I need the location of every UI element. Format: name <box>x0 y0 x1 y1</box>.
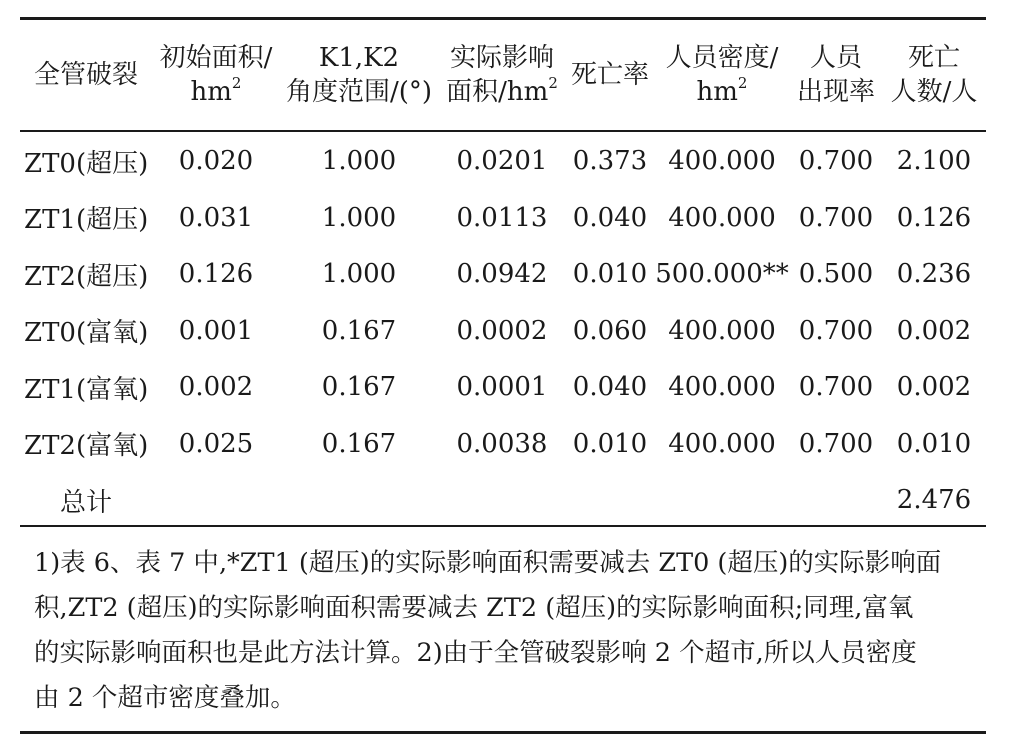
total-label: 总计 <box>60 487 113 518</box>
table-cell: 400.000 <box>668 428 776 459</box>
bottom-rule <box>20 731 986 734</box>
table-cell: 400.000 <box>668 202 776 233</box>
table-cell: 0.700 <box>798 146 874 177</box>
table-cell: 500.000** <box>655 259 789 290</box>
table-cell: 400.000 <box>668 315 776 346</box>
header-rule <box>20 130 986 132</box>
table-cell: 0.500 <box>798 259 874 290</box>
total-row <box>20 472 986 529</box>
header-cell-presence: 人员 出现率 <box>796 43 875 107</box>
table-cell: 0.700 <box>798 202 874 233</box>
table-footnote <box>34 541 984 721</box>
table-cell: 0.0038 <box>456 428 548 459</box>
empty-cell <box>566 472 654 529</box>
total-value: 2.476 <box>896 485 972 516</box>
table-cell: 0.0942 <box>456 259 548 290</box>
header-cell-mortality: 死亡率 <box>570 60 649 90</box>
table-cell: 0.002 <box>896 372 972 403</box>
table-cell: 1.000 <box>321 259 397 290</box>
footnote-line: 由 2 个超市密度叠加。 <box>34 683 296 713</box>
table-header <box>20 22 986 128</box>
header-cell-deaths: 死亡 人数/人 <box>890 43 978 107</box>
body-rule <box>20 525 986 527</box>
table-cell: 0.031 <box>178 202 254 233</box>
table-cell: 0.167 <box>321 372 397 403</box>
header-cell-type: 全管破裂 <box>33 60 138 90</box>
table-cell: 0.002 <box>896 315 972 346</box>
table-cell: 2.100 <box>896 146 972 177</box>
table-row <box>20 359 986 416</box>
table-cell: 0.010 <box>572 428 648 459</box>
table-cell: 0.020 <box>178 146 254 177</box>
table-row <box>20 246 986 303</box>
table-cell: 1.000 <box>321 202 397 233</box>
empty-cell <box>790 472 882 529</box>
table-cell: 0.700 <box>798 428 874 459</box>
header-cell-density: 人员密度/ $hm^2$ <box>665 43 779 107</box>
empty-cell <box>152 472 280 529</box>
table-row <box>20 133 986 190</box>
footnote-line: 1)表 6、表 7 中,*ZT1 (超压)的实际影响面积需要减去 ZT0 (超压)的实际影响面 <box>34 548 942 578</box>
table-cell: 0.040 <box>572 202 648 233</box>
row-label-cell: ZT2(富氧) <box>24 431 149 462</box>
table-cell: 0.0201 <box>456 146 548 177</box>
table-cell: 0.700 <box>798 315 874 346</box>
table-cell: 0.025 <box>178 428 254 459</box>
header-cell-initial-area: 初始面积/ $hm^2$ <box>159 43 273 107</box>
table-body <box>20 133 986 529</box>
row-label-cell: ZT2(超压) <box>24 261 149 292</box>
row-label-cell: ZT0(超压) <box>24 148 149 179</box>
table-cell: 0.040 <box>572 372 648 403</box>
table-cell: 1.000 <box>321 146 397 177</box>
table-cell: 0.126 <box>896 202 972 233</box>
empty-cell <box>438 472 566 529</box>
table-cell: 0.373 <box>572 146 648 177</box>
table-cell: 0.167 <box>321 315 397 346</box>
header-cell-actual-area: 实际影响 面积$/hm^2$ <box>446 43 558 107</box>
table-cell: 0.236 <box>896 259 972 290</box>
table-row <box>20 303 986 360</box>
table-cell: 0.010 <box>572 259 648 290</box>
empty-cell <box>280 472 438 529</box>
table-cell: 0.010 <box>896 428 972 459</box>
row-label-cell: ZT0(富氧) <box>24 318 149 349</box>
row-label-cell: ZT1(超压) <box>24 205 149 236</box>
table-cell: 400.000 <box>668 146 776 177</box>
table-cell: 0.0113 <box>456 202 548 233</box>
table-cell: 0.0002 <box>456 315 548 346</box>
table-cell: 400.000 <box>668 372 776 403</box>
table-cell: 0.700 <box>798 372 874 403</box>
empty-cell <box>654 472 790 529</box>
top-rule <box>20 17 986 20</box>
table-cell: 0.002 <box>178 372 254 403</box>
footnote-line: 积,ZT2 (超压)的实际影响面积需要减去 ZT2 (超压)的实际影响面积;同理,富氧 <box>34 593 914 623</box>
table-cell: 0.060 <box>572 315 648 346</box>
header-cell-angle-range: K1,K2 角度范围/(°) <box>285 43 433 107</box>
table-cell: 0.001 <box>178 315 254 346</box>
table-cell: 0.167 <box>321 428 397 459</box>
table-cell: 0.0001 <box>456 372 548 403</box>
footnote-line: 的实际影响面积也是此方法计算。2)由于全管破裂影响 2 个超市,所以人员密度 <box>34 638 917 668</box>
row-label-cell: ZT1(富氧) <box>24 374 149 405</box>
table-row <box>20 416 986 473</box>
table-row <box>20 190 986 247</box>
table-cell: 0.126 <box>178 259 254 290</box>
